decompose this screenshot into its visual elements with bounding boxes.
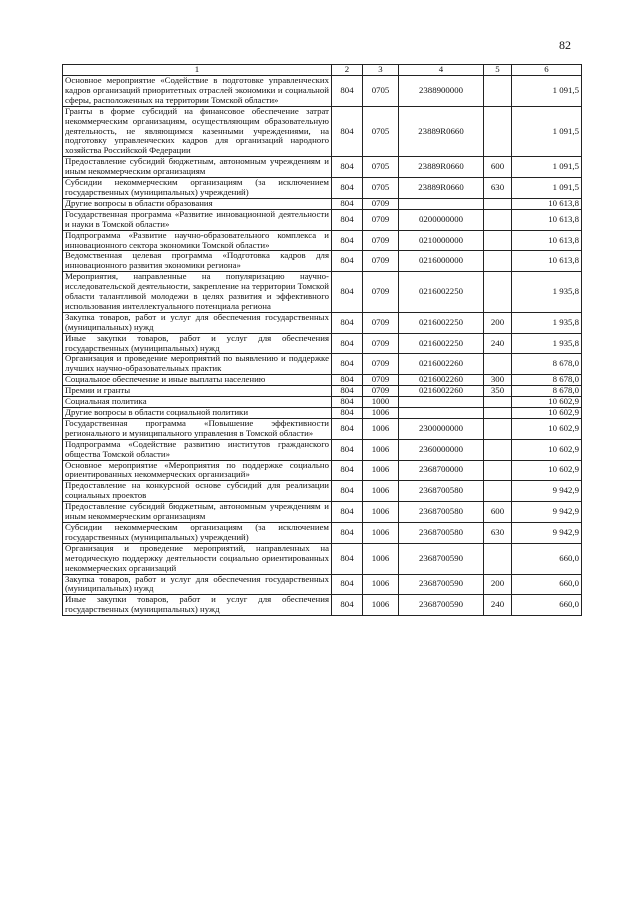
expense-type-cell [484,106,512,157]
expense-name-cell: Ведомственная целевая программа «Подготовка кадров для инновационного развития экономики региона» [63,251,332,272]
table-row [63,178,582,199]
column-header: 4 [399,65,484,76]
ministry-code-cell: 804 [332,522,363,543]
expense-type-cell [484,209,512,230]
expense-name-cell: Премии и гранты [63,386,332,397]
target-article-cell: 0216002250 [399,333,484,354]
expense-type-cell [484,543,512,574]
target-article-cell: 2368700590 [399,595,484,616]
section-code-cell: 0709 [363,272,399,313]
ministry-code-cell: 804 [332,209,363,230]
target-article-cell: 0216002250 [399,272,484,313]
expense-name-cell: Другие вопросы в области социальной политики [63,408,332,419]
section-code-cell: 1006 [363,574,399,595]
target-article-cell: 2300000000 [399,418,484,439]
expense-name-cell: Предоставление на конкурсной основе субсидий для реализации социальных проектов [63,481,332,502]
section-code-cell: 0705 [363,76,399,107]
target-article-cell: 0216000000 [399,251,484,272]
amount-cell: 10 602,9 [512,418,582,439]
ministry-code-cell: 804 [332,386,363,397]
ministry-code-cell: 804 [332,272,363,313]
amount-cell: 8 678,0 [512,354,582,375]
target-article-cell: 23889R0660 [399,106,484,157]
target-article-cell [399,397,484,408]
section-code-cell: 1000 [363,397,399,408]
amount-cell: 10 602,9 [512,439,582,460]
target-article-cell: 2388900000 [399,76,484,107]
expense-type-cell: 630 [484,178,512,199]
table-row [63,333,582,354]
ministry-code-cell: 804 [332,460,363,481]
expense-name-cell: Субсидии некоммерческим организациям (за исключением государственных (муниципальных) учреждений) [63,522,332,543]
expense-type-cell [484,198,512,209]
target-article-cell: 2368700590 [399,543,484,574]
target-article-cell: 2368700580 [399,522,484,543]
ministry-code-cell: 804 [332,595,363,616]
amount-cell: 10 602,9 [512,397,582,408]
amount-cell: 1 091,5 [512,76,582,107]
amount-cell: 9 942,9 [512,481,582,502]
ministry-code-cell: 804 [332,574,363,595]
expense-name-cell: Основное мероприятие «Содействие в подготовке управленческих кадров организаций приоритетных отраслей экономики и социальной сферы, расположенных на территории Томской области» [63,76,332,107]
table-body [63,76,582,616]
ministry-code-cell: 804 [332,106,363,157]
column-number-row [63,65,582,76]
expense-name-cell: Организация и проведение мероприятий, направленных на методическую поддержку деятельности социально ориентированных некоммерческих организаций [63,543,332,574]
section-code-cell: 0709 [363,333,399,354]
ministry-code-cell: 804 [332,408,363,419]
table-row [63,439,582,460]
target-article-cell: 0216002260 [399,386,484,397]
table-row [63,543,582,574]
expense-name-cell: Другие вопросы в области образования [63,198,332,209]
amount-cell: 1 091,5 [512,106,582,157]
ministry-code-cell: 804 [332,543,363,574]
target-article-cell: 2368700000 [399,460,484,481]
expense-type-cell [484,230,512,251]
target-article-cell [399,408,484,419]
expense-type-cell [484,481,512,502]
amount-cell: 10 613,8 [512,251,582,272]
expense-name-cell: Государственная программа «Развитие инновационной деятельности и науки в Томской области» [63,209,332,230]
expense-name-cell: Иные закупки товаров, работ и услуг для обеспечения государственных (муниципальных) нужд [63,595,332,616]
target-article-cell: 23889R0660 [399,157,484,178]
ministry-code-cell: 804 [332,251,363,272]
table-row [63,157,582,178]
section-code-cell: 0709 [363,386,399,397]
target-article-cell: 2360000000 [399,439,484,460]
expense-type-cell: 200 [484,312,512,333]
amount-cell: 10 613,8 [512,198,582,209]
amount-cell: 660,0 [512,595,582,616]
table-row [63,408,582,419]
section-code-cell: 1006 [363,439,399,460]
expense-name-cell: Закупка товаров, работ и услуг для обеспечения государственных (муниципальных) нужд [63,574,332,595]
expense-name-cell: Субсидии некоммерческим организациям (за исключением государственных (муниципальных) учреждений) [63,178,332,199]
section-code-cell: 0709 [363,375,399,386]
expense-type-cell [484,251,512,272]
amount-cell: 10 602,9 [512,460,582,481]
expense-type-cell: 200 [484,574,512,595]
expense-name-cell: Предоставление субсидий бюджетным, автономным учреждениям и иным некоммерческим организациям [63,502,332,523]
target-article-cell: 0216002250 [399,312,484,333]
section-code-cell: 1006 [363,595,399,616]
table-row [63,375,582,386]
amount-cell: 1 935,8 [512,333,582,354]
amount-cell: 1 091,5 [512,178,582,199]
section-code-cell: 1006 [363,522,399,543]
section-code-cell: 1006 [363,460,399,481]
table-row [63,386,582,397]
amount-cell: 8 678,0 [512,386,582,397]
expense-type-cell: 600 [484,157,512,178]
table-row [63,312,582,333]
section-code-cell: 0705 [363,178,399,199]
amount-cell: 8 678,0 [512,375,582,386]
section-code-cell: 0709 [363,354,399,375]
expense-name-cell: Государственная программа «Повышение эффективности регионального и муниципального управления в Томской области» [63,418,332,439]
expense-name-cell: Предоставление субсидий бюджетным, автономным учреждениям и иным некоммерческим организациям [63,157,332,178]
ministry-code-cell: 804 [332,354,363,375]
expense-type-cell: 240 [484,595,512,616]
column-header: 3 [363,65,399,76]
table-row [63,574,582,595]
expense-name-cell: Социальная политика [63,397,332,408]
column-header: 6 [512,65,582,76]
table-row [63,481,582,502]
page-number: 82 [559,38,571,52]
amount-cell: 10 613,8 [512,230,582,251]
expense-type-cell [484,76,512,107]
table-row [63,354,582,375]
target-article-cell: 2368700580 [399,481,484,502]
target-article-cell: 0216002260 [399,375,484,386]
expense-type-cell: 350 [484,386,512,397]
column-header: 1 [63,65,332,76]
expense-type-cell [484,460,512,481]
target-article-cell [399,198,484,209]
ministry-code-cell: 804 [332,312,363,333]
expense-name-cell: Подпрограмма «Содействие развитию институтов гражданского общества Томской области» [63,439,332,460]
target-article-cell: 0200000000 [399,209,484,230]
amount-cell: 660,0 [512,543,582,574]
table-row [63,106,582,157]
table-row [63,522,582,543]
expense-name-cell: Подпрограмма «Развитие научно-образовательного комплекса и инновационного сектора экономики Томской области» [63,230,332,251]
expense-type-cell [484,354,512,375]
expense-name-cell: Основное мероприятие «Мероприятия по поддержке социально ориентированных некоммерческих организаций» [63,460,332,481]
section-code-cell: 0709 [363,312,399,333]
ministry-code-cell: 804 [332,397,363,408]
ministry-code-cell: 804 [332,157,363,178]
amount-cell: 10 613,8 [512,209,582,230]
section-code-cell: 1006 [363,418,399,439]
ministry-code-cell: 804 [332,481,363,502]
section-code-cell: 1006 [363,408,399,419]
target-article-cell: 0216002260 [399,354,484,375]
table-row [63,397,582,408]
column-header: 2 [332,65,363,76]
table-row [63,502,582,523]
table-row [63,209,582,230]
section-code-cell: 0705 [363,157,399,178]
target-article-cell: 23889R0660 [399,178,484,199]
expense-type-cell: 630 [484,522,512,543]
ministry-code-cell: 804 [332,76,363,107]
expense-type-cell [484,397,512,408]
amount-cell: 1 935,8 [512,312,582,333]
table-row [63,460,582,481]
expense-type-cell [484,408,512,419]
table-row [63,251,582,272]
expense-type-cell [484,418,512,439]
expense-type-cell [484,439,512,460]
amount-cell: 9 942,9 [512,502,582,523]
ministry-code-cell: 804 [332,333,363,354]
table-row [63,230,582,251]
section-code-cell: 0709 [363,230,399,251]
table-row [63,272,582,313]
amount-cell: 1 091,5 [512,157,582,178]
amount-cell: 660,0 [512,574,582,595]
target-article-cell: 0210000000 [399,230,484,251]
column-header: 5 [484,65,512,76]
ministry-code-cell: 804 [332,418,363,439]
ministry-code-cell: 804 [332,375,363,386]
target-article-cell: 2368700590 [399,574,484,595]
amount-cell: 9 942,9 [512,522,582,543]
expense-name-cell: Иные закупки товаров, работ и услуг для обеспечения государственных (муниципальных) нужд [63,333,332,354]
ministry-code-cell: 804 [332,178,363,199]
expense-name-cell: Закупка товаров, работ и услуг для обеспечения государственных (муниципальных) нужд [63,312,332,333]
expense-type-cell: 240 [484,333,512,354]
amount-cell: 10 602,9 [512,408,582,419]
expense-name-cell: Гранты в форме субсидий на финансовое обеспечение затрат некоммерческим организациям, осуществляющим образовательную деятельность, не являющимся казенными учреждениями, на подготовку управленческих кадров для организаций народного хозяйства Российской Федерации [63,106,332,157]
expense-type-cell [484,272,512,313]
table-row [63,595,582,616]
table-row [63,418,582,439]
expense-name-cell: Организация и проведение мероприятий по выявлению и поддержке лучших научно-образовательных практик [63,354,332,375]
ministry-code-cell: 804 [332,502,363,523]
expense-type-cell: 300 [484,375,512,386]
section-code-cell: 1006 [363,502,399,523]
section-code-cell: 0709 [363,209,399,230]
section-code-cell: 0705 [363,106,399,157]
ministry-code-cell: 804 [332,230,363,251]
amount-cell: 1 935,8 [512,272,582,313]
expense-name-cell: Мероприятия, направленные на популяризацию научно-исследовательской деятельности, закрепление на территории Томской области талантливой молодежи в целях развития и эффективного использования интеллектуального потенциала региона [63,272,332,313]
section-code-cell: 1006 [363,481,399,502]
expense-name-cell: Социальное обеспечение и иные выплаты населению [63,375,332,386]
section-code-cell: 0709 [363,251,399,272]
budget-table [62,64,582,616]
expense-type-cell: 600 [484,502,512,523]
target-article-cell: 2368700580 [399,502,484,523]
table-row [63,198,582,209]
section-code-cell: 1006 [363,543,399,574]
ministry-code-cell: 804 [332,439,363,460]
ministry-code-cell: 804 [332,198,363,209]
section-code-cell: 0709 [363,198,399,209]
table-row [63,76,582,107]
